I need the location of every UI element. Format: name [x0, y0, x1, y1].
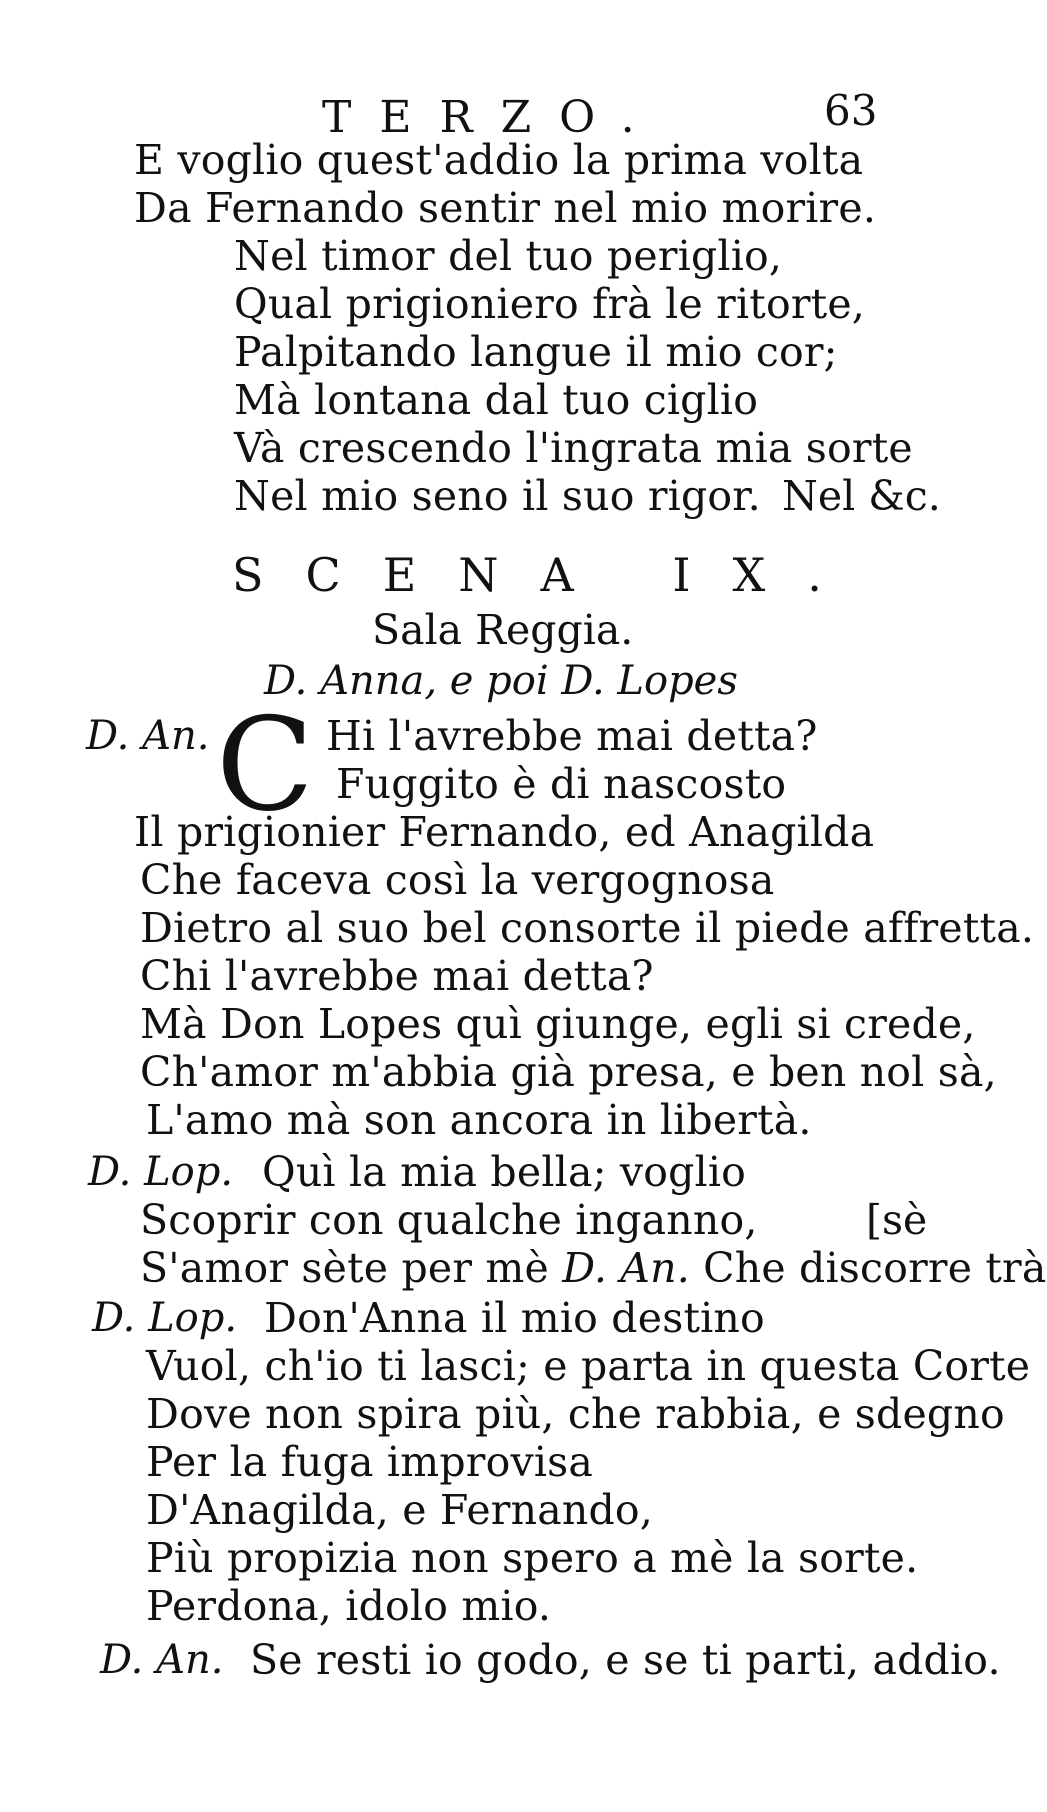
- speaker-label: D. An.: [86, 713, 210, 759]
- speech-line: D'Anagilda, e Fernando,: [146, 1486, 654, 1534]
- speech-line: Per la fuga improvisa: [146, 1438, 594, 1486]
- speech-line: Dietro al suo bel consorte il piede affretta.: [140, 904, 1035, 952]
- speech-line: Chi l'avrebbe mai detta?: [140, 952, 654, 1000]
- speech-line: Dove non spira più, che rabbia, e sdegno: [146, 1390, 1005, 1438]
- speech-line: Quì la mia bella; voglio: [262, 1148, 747, 1196]
- speaker-label: D. Lop.: [92, 1295, 238, 1341]
- speech-line: Il prigionier Fernando, ed Anagilda: [134, 808, 875, 856]
- aside-bracket: [sè: [866, 1196, 928, 1244]
- aria-line: Mà lontana dal tuo ciglio: [234, 376, 759, 424]
- speech-fragment: S'amor sète per mè: [140, 1244, 549, 1292]
- aria-line: Qual prigioniero frà le ritorte,: [234, 280, 866, 328]
- speech-line: Don'Anna il mio destino: [264, 1294, 765, 1342]
- page-header-title: TERZO.: [322, 92, 663, 143]
- drop-cap-letter: C: [216, 691, 314, 840]
- speaker-label: D. An.: [562, 1244, 690, 1292]
- speech-line: Se resti io godo, e se ti parti, addio.: [250, 1636, 1001, 1684]
- page-number: 63: [824, 86, 878, 135]
- verse-line: E voglio quest'addio la prima volta: [134, 136, 864, 184]
- speech-line: Ch'amor m'abbia già presa, e ben nol sà,: [140, 1048, 997, 1096]
- speech-line: Fuggito è di nascosto: [336, 760, 787, 808]
- speech-line: Hi l'avrebbe mai detta?: [326, 712, 818, 760]
- speaker-label: D. Lop.: [88, 1149, 234, 1195]
- verse-line: Da Fernando sentir nel mio morire.: [134, 184, 877, 232]
- speech-line: Che faceva così la vergognosa: [140, 856, 775, 904]
- speech-line: Perdona, idolo mio.: [146, 1582, 552, 1630]
- aria-line: Nel timor del tuo periglio,: [234, 232, 783, 280]
- speaker-label: D. An.: [100, 1637, 224, 1683]
- aria-line: Và crescendo l'ingrata mia sorte: [234, 424, 913, 472]
- aria-line: Palpitando langue il mio cor;: [234, 328, 838, 376]
- speech-line: L'amo mà son ancora in libertà.: [146, 1096, 812, 1144]
- aria-repeat-cue: Nel &c.: [782, 472, 941, 520]
- aria-line: Nel mio seno il suo rigor.: [234, 472, 761, 520]
- scene-setting: Sala Reggia.: [372, 606, 634, 654]
- scene-characters: D. Anna, e poi D. Lopes: [264, 658, 738, 704]
- speech-line: Scoprir con qualche inganno,: [140, 1196, 758, 1244]
- speech-line: Mà Don Lopes quì giunge, egli si crede,: [140, 1000, 976, 1048]
- speech-line: Più propizia non spero a mè la sorte.: [146, 1534, 919, 1582]
- speech-line: [140, 1244, 1047, 1292]
- speech-line: Vuol, ch'io ti lasci; e parta in questa Corte: [146, 1342, 1031, 1390]
- speech-fragment: Che discorre trà: [703, 1244, 1047, 1292]
- scene-title: SCENA IX.: [232, 548, 864, 602]
